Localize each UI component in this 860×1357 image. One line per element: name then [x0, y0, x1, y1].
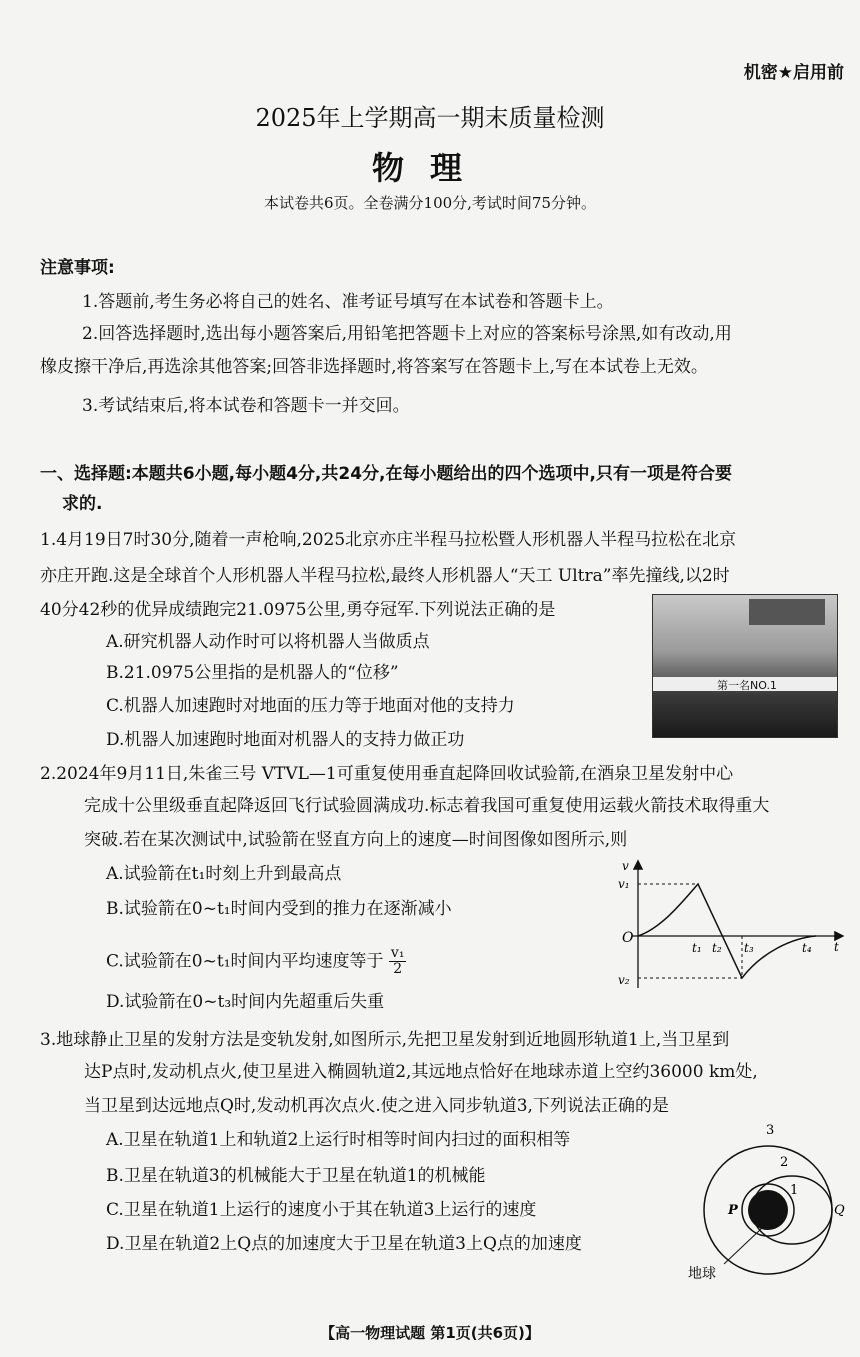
- q3-stem-2: 达P点时,发动机点火,使卫星进入椭圆轨道2,其远地点恰好在地球赤道上空约36000 km处,: [84, 1062, 758, 1082]
- fraction-denominator: 2: [393, 961, 403, 978]
- q2-stem-2: 完成十公里级垂直起降返回飞行试验圆满成功.标志着我国可重复使用运载火箭技术取得重大: [84, 796, 770, 816]
- notice-item-2-cont: 橡皮擦干净后,再选涂其他答案;回答非选择题时,将答案写在答题卡上,写在本试卷上无效。: [40, 357, 708, 377]
- v2-label: v₂: [618, 973, 630, 987]
- q2-stem-1: 2.2024年9月11日,朱雀三号 VTVL—1可重复使用垂直起降回收试验箭,在酒泉卫星发射中心: [40, 764, 734, 784]
- q1-option-a: A.研究机器人动作时可以将机器人当做质点: [106, 632, 430, 652]
- t-axis-label: t: [834, 940, 839, 954]
- earth-label: 地球: [688, 1266, 716, 1282]
- t1-label: t₁: [692, 941, 702, 955]
- q1-option-d: D.机器人加速跑时地面对机器人的支持力做正功: [106, 730, 465, 750]
- q2-option-b: B.试验箭在0~t₁时间内受到的推力在逐渐减小: [106, 899, 452, 919]
- q2-stem-3: 突破.若在某次测试中,试验箭在竖直方向上的速度—时间图像如图所示,则: [84, 830, 628, 850]
- notice-heading: 注意事项:: [40, 258, 115, 278]
- q1-stem-1: 1.4月19日7时30分,随着一声枪响,2025北京亦庄半程马拉松暨人形机器人半程马拉松在北京: [40, 530, 737, 550]
- orbit-2-label: 2: [780, 1155, 789, 1170]
- q1-option-b: B.21.0975公里指的是机器人的“位移”: [106, 663, 399, 683]
- q1-option-c: C.机器人加速跑时对地面的压力等于地面对他的支持力: [106, 696, 515, 716]
- fraction-numerator: v₁: [390, 945, 405, 961]
- q3-stem-1: 3.地球静止卫星的发射方法是变轨发射,如图所示,先把卫星发射到近地圆形轨道1上,当卫星到: [40, 1030, 730, 1050]
- banner-text: 第一名NO.1: [717, 679, 777, 692]
- orbit-3-label: 3: [766, 1123, 775, 1138]
- point-q-label: Q: [834, 1203, 845, 1218]
- traffic-sign: [749, 599, 825, 625]
- q1-stem-3: 40分42秒的优异成绩跑完21.0975公里,勇夺冠军.下列说法正确的是: [40, 600, 556, 620]
- v1-label: v₁: [618, 877, 630, 891]
- velocity-curve: [638, 884, 816, 978]
- earth: [748, 1190, 788, 1230]
- q3-option-b: B.卫星在轨道3的机械能大于卫星在轨道1的机械能: [106, 1166, 486, 1186]
- origin-label: O: [622, 930, 634, 946]
- notice-item-1: 1.答题前,考生务必将自己的姓名、准考证号填写在本试卷和答题卡上。: [82, 292, 614, 312]
- v-axis-label: v: [622, 859, 629, 873]
- fraction: [389, 946, 407, 978]
- subject-title: 物理: [371, 149, 488, 187]
- robot-marathon-photo: [652, 594, 838, 738]
- confidential-mark: 机密★启用前: [743, 63, 844, 83]
- earth-pointer: [724, 1228, 762, 1264]
- q1-stem-2: 亦庄开跑.这是全球首个人形机器人半程马拉松,最终人形机器人“天工 Ultra”率先撞线,以2时: [40, 566, 730, 586]
- q2-option-c: [106, 946, 406, 978]
- t3-label: t₃: [744, 941, 754, 955]
- t4-label: t₄: [802, 941, 812, 955]
- orbit-diagram: [680, 1120, 850, 1290]
- q2-option-a: A.试验箭在t₁时刻上升到最高点: [106, 864, 342, 884]
- exam-title: 2025年上学期高一期末质量检测: [255, 104, 605, 132]
- orbit-1-label: 1: [790, 1183, 799, 1198]
- point-p-label: P: [728, 1203, 738, 1218]
- notice-item-3: 3.考试结束后,将本试卷和答题卡一并交回。: [82, 396, 410, 416]
- page-footer: 【高一物理试题 第1页(共6页)】: [320, 1324, 540, 1342]
- q3-option-c: C.卫星在轨道1上运行的速度小于其在轨道3上运行的速度: [106, 1200, 537, 1220]
- t2-label: t₂: [712, 941, 722, 955]
- q2-option-d: D.试验箭在0~t₃时间内先超重后失重: [106, 992, 385, 1012]
- velocity-time-graph: [612, 856, 848, 992]
- section-heading-cont: 求的.: [62, 494, 103, 514]
- q3-stem-3: 当卫星到达远地点Q时,发动机再次点火.使之进入同步轨道3,下列说法正确的是: [84, 1096, 669, 1116]
- section-heading: 一、选择题:本题共6小题,每小题4分,共24分,在每小题给出的四个选项中,只有一项是符合要: [40, 464, 732, 484]
- q3-option-a: A.卫星在轨道1上和轨道2上运行时相等时间内扫过的面积相等: [106, 1130, 571, 1150]
- q2-option-c-text: C.试验箭在0~t₁时间内平均速度等于: [106, 951, 384, 972]
- notice-item-2: 2.回答选择题时,选出每小题答案后,用铅笔把答题卡上对应的答案标号涂黑,如有改动,用: [82, 324, 732, 344]
- exam-info: 本试卷共6页。全卷满分100分,考试时间75分钟。: [263, 194, 597, 212]
- q3-option-d: D.卫星在轨道2上Q点的加速度大于卫星在轨道3上Q点的加速度: [106, 1234, 582, 1254]
